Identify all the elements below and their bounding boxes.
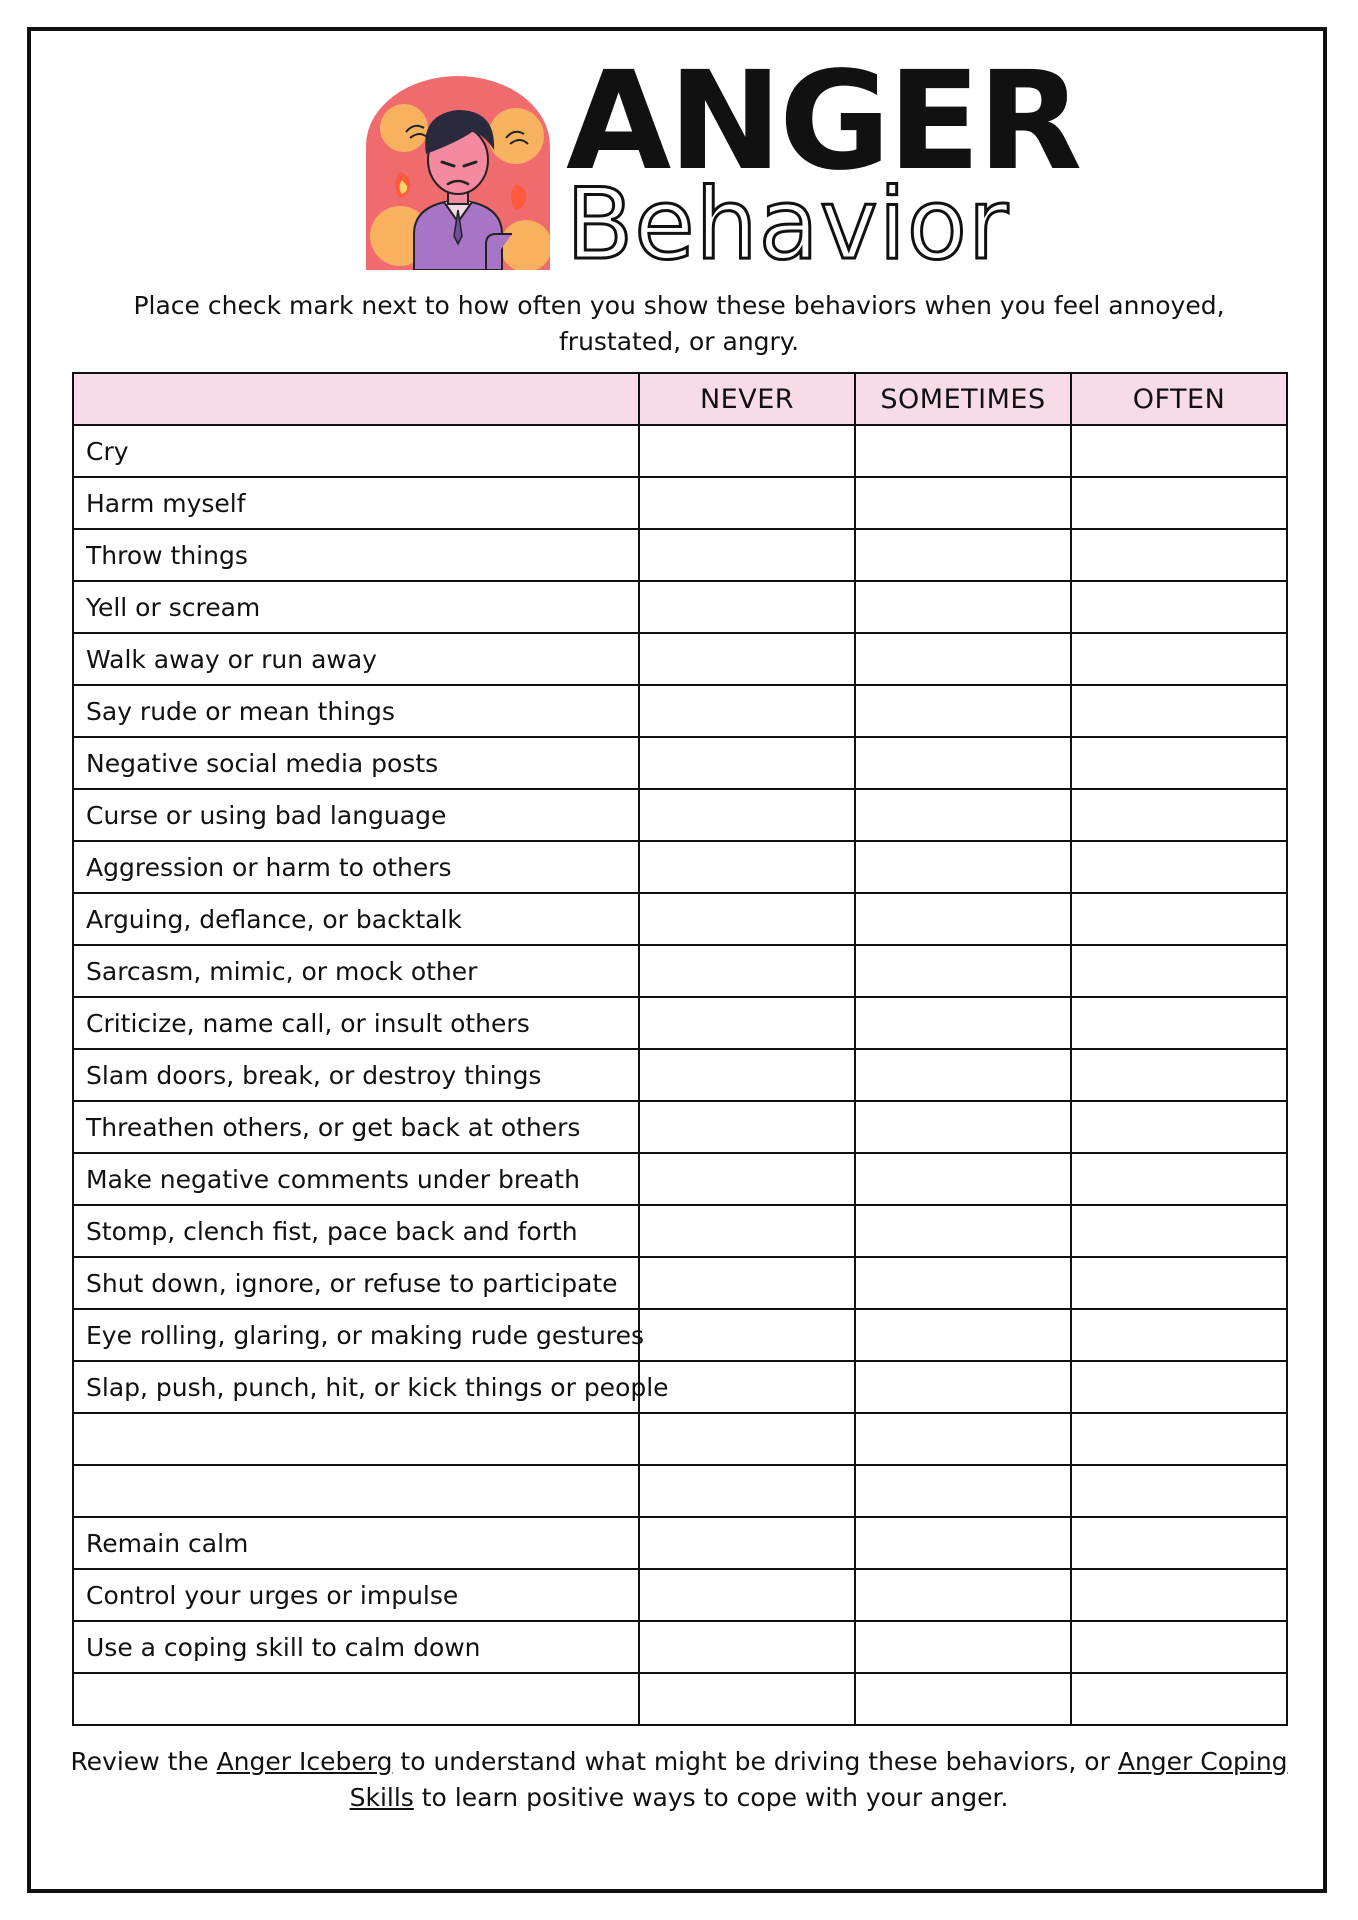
table-row <box>73 789 1287 841</box>
table-row <box>73 581 1287 633</box>
behavior-label: Stomp, clench fist, pace back and forth <box>73 1205 639 1257</box>
table-row <box>73 1517 1287 1569</box>
table-row <box>73 1621 1287 1673</box>
checkbox-cell-often[interactable] <box>1071 737 1287 789</box>
table-row <box>73 633 1287 685</box>
column-header-behavior <box>73 373 639 425</box>
checkbox-cell-sometimes[interactable] <box>855 1465 1071 1517</box>
checkbox-cell-often[interactable] <box>1071 1465 1287 1517</box>
checkbox-cell-never[interactable] <box>639 1361 855 1413</box>
checkbox-cell-sometimes[interactable] <box>855 1309 1071 1361</box>
checkbox-cell-sometimes[interactable] <box>855 945 1071 997</box>
anger-coping-skills-link[interactable]: Anger Coping Skills <box>349 1747 1288 1812</box>
checkbox-cell-never[interactable] <box>639 1413 855 1465</box>
checkbox-cell-never[interactable] <box>639 1465 855 1517</box>
checkbox-cell-sometimes[interactable] <box>855 633 1071 685</box>
table-row <box>73 529 1287 581</box>
checkbox-cell-often[interactable] <box>1071 633 1287 685</box>
behavior-label: Eye rolling, glaring, or making rude gestures <box>73 1309 639 1361</box>
checkbox-cell-sometimes[interactable] <box>855 1205 1071 1257</box>
checkbox-cell-sometimes[interactable] <box>855 477 1071 529</box>
checkbox-cell-sometimes[interactable] <box>855 529 1071 581</box>
checkbox-cell-never[interactable] <box>639 1673 855 1725</box>
table-row <box>73 425 1287 477</box>
behavior-label <box>73 1673 639 1725</box>
checkbox-cell-never[interactable] <box>639 997 855 1049</box>
checkbox-cell-often[interactable] <box>1071 425 1287 477</box>
table-row <box>73 1153 1287 1205</box>
column-header-never: NEVER <box>639 373 855 425</box>
checkbox-cell-never[interactable] <box>639 841 855 893</box>
checkbox-cell-often[interactable] <box>1071 685 1287 737</box>
checkbox-cell-sometimes[interactable] <box>855 997 1071 1049</box>
behavior-label: Shut down, ignore, or refuse to participate <box>73 1257 639 1309</box>
checkbox-cell-never[interactable] <box>639 1569 855 1621</box>
checkbox-cell-never[interactable] <box>639 1309 855 1361</box>
instructions-text: Place check mark next to how often you show these behaviors when you feel annoyed, frustated, or angry. <box>133 291 1225 356</box>
behavior-label: Say rude or mean things <box>73 685 639 737</box>
table-row <box>73 893 1287 945</box>
behavior-label: Remain calm <box>73 1517 639 1569</box>
checkbox-cell-often[interactable] <box>1071 1569 1287 1621</box>
table-row <box>73 737 1287 789</box>
footer-text-before: Review the <box>70 1747 217 1776</box>
behavior-label: Criticize, name call, or insult others <box>73 997 639 1049</box>
table-row <box>73 1101 1287 1153</box>
checkbox-cell-never[interactable] <box>639 1257 855 1309</box>
behavior-label: Arguing, deflance, or backtalk <box>73 893 639 945</box>
checkbox-cell-often[interactable] <box>1071 1257 1287 1309</box>
checkbox-cell-often[interactable] <box>1071 1361 1287 1413</box>
checkbox-cell-never[interactable] <box>639 1205 855 1257</box>
checkbox-cell-often[interactable] <box>1071 1413 1287 1465</box>
checkbox-cell-sometimes[interactable] <box>855 1049 1071 1101</box>
behavior-label: Slam doors, break, or destroy things <box>73 1049 639 1101</box>
checkbox-cell-never[interactable] <box>639 1621 855 1673</box>
table-row <box>73 477 1287 529</box>
behavior-label: Aggression or harm to others <box>73 841 639 893</box>
checkbox-cell-sometimes[interactable] <box>855 1257 1071 1309</box>
checkbox-cell-often[interactable] <box>1071 1309 1287 1361</box>
title-anger: ANGER <box>566 43 1080 201</box>
behavior-label: Make negative comments under breath <box>73 1153 639 1205</box>
checkbox-cell-sometimes[interactable] <box>855 1101 1071 1153</box>
footer-text-after: to learn positive ways to cope with your anger. <box>413 1783 1009 1812</box>
behavior-label: Walk away or run away <box>73 633 639 685</box>
checkbox-cell-sometimes[interactable] <box>855 1673 1071 1725</box>
table-row <box>73 945 1287 997</box>
checkbox-cell-never[interactable] <box>639 633 855 685</box>
footer-text-middle: to understand what might be driving these behaviors, or <box>392 1747 1118 1776</box>
checkbox-cell-often[interactable] <box>1071 1517 1287 1569</box>
checkbox-cell-sometimes[interactable] <box>855 737 1071 789</box>
behavior-label: Curse or using bad language <box>73 789 639 841</box>
table-row <box>73 1465 1287 1517</box>
table-row <box>73 1309 1287 1361</box>
checkbox-cell-sometimes[interactable] <box>855 1569 1071 1621</box>
table-row <box>73 1257 1287 1309</box>
checkbox-cell-never[interactable] <box>639 1153 855 1205</box>
table-header-row <box>73 373 1287 425</box>
checkbox-cell-often[interactable] <box>1071 997 1287 1049</box>
checkbox-cell-often[interactable] <box>1071 477 1287 529</box>
checkbox-cell-sometimes[interactable] <box>855 425 1071 477</box>
checkbox-cell-never[interactable] <box>639 945 855 997</box>
checkbox-cell-sometimes[interactable] <box>855 893 1071 945</box>
table-row <box>73 1569 1287 1621</box>
checkbox-cell-never[interactable] <box>639 425 855 477</box>
title-behavior: Behavior <box>566 168 1010 282</box>
behavior-frequency-table <box>72 372 1288 1726</box>
behavior-label: Slap, push, punch, hit, or kick things or people <box>73 1361 639 1413</box>
checkbox-cell-sometimes[interactable] <box>855 1621 1071 1673</box>
behavior-label: Throw things <box>73 529 639 581</box>
checkbox-cell-often[interactable] <box>1071 1153 1287 1205</box>
checkbox-cell-sometimes[interactable] <box>855 1153 1071 1205</box>
checkbox-cell-sometimes[interactable] <box>855 1413 1071 1465</box>
checkbox-cell-often[interactable] <box>1071 841 1287 893</box>
checkbox-cell-often[interactable] <box>1071 1621 1287 1673</box>
column-header-often: OFTEN <box>1071 373 1287 425</box>
checkbox-cell-never[interactable] <box>639 529 855 581</box>
checkbox-cell-sometimes[interactable] <box>855 841 1071 893</box>
checkbox-cell-never[interactable] <box>639 685 855 737</box>
table-row <box>73 1049 1287 1101</box>
table-row <box>73 1673 1287 1725</box>
checkbox-cell-never[interactable] <box>639 581 855 633</box>
checkbox-cell-often[interactable] <box>1071 1049 1287 1101</box>
checkbox-cell-sometimes[interactable] <box>855 789 1071 841</box>
checkbox-cell-often[interactable] <box>1071 581 1287 633</box>
checkbox-cell-sometimes[interactable] <box>855 685 1071 737</box>
behavior-label: Negative social media posts <box>73 737 639 789</box>
anger-iceberg-link[interactable]: Anger Iceberg <box>216 1747 393 1776</box>
column-header-sometimes: SOMETIMES <box>855 373 1071 425</box>
checkbox-cell-often[interactable] <box>1071 1101 1287 1153</box>
checkbox-cell-never[interactable] <box>639 1101 855 1153</box>
checkbox-cell-often[interactable] <box>1071 789 1287 841</box>
footer-note <box>60 1744 1298 1816</box>
table-row <box>73 841 1287 893</box>
behavior-label: Harm myself <box>73 477 639 529</box>
table-row <box>73 685 1287 737</box>
behavior-label: Yell or scream <box>73 581 639 633</box>
checkbox-cell-often[interactable] <box>1071 945 1287 997</box>
table-row <box>73 1361 1287 1413</box>
behavior-label: Threathen others, or get back at others <box>73 1101 639 1153</box>
behavior-label <box>73 1413 639 1465</box>
checkbox-cell-sometimes[interactable] <box>855 581 1071 633</box>
checkbox-cell-never[interactable] <box>639 789 855 841</box>
behavior-label: Cry <box>73 425 639 477</box>
table-row <box>73 997 1287 1049</box>
checkbox-cell-often[interactable] <box>1071 1205 1287 1257</box>
angry-person-illustration <box>366 76 550 270</box>
table-row <box>73 1413 1287 1465</box>
checkbox-cell-often[interactable] <box>1071 1673 1287 1725</box>
checkbox-cell-never[interactable] <box>639 1049 855 1101</box>
checkbox-cell-sometimes[interactable] <box>855 1361 1071 1413</box>
checkbox-cell-never[interactable] <box>639 737 855 789</box>
checkbox-cell-often[interactable] <box>1071 529 1287 581</box>
checkbox-cell-often[interactable] <box>1071 893 1287 945</box>
behavior-label: Control your urges or impulse <box>73 1569 639 1621</box>
checkbox-cell-never[interactable] <box>639 1517 855 1569</box>
behavior-label: Sarcasm, mimic, or mock other <box>73 945 639 997</box>
table-row <box>73 1205 1287 1257</box>
checkbox-cell-sometimes[interactable] <box>855 1517 1071 1569</box>
checkbox-cell-never[interactable] <box>639 893 855 945</box>
behavior-label: Use a coping skill to calm down <box>73 1621 639 1673</box>
checkbox-cell-never[interactable] <box>639 477 855 529</box>
behavior-label <box>73 1465 639 1517</box>
